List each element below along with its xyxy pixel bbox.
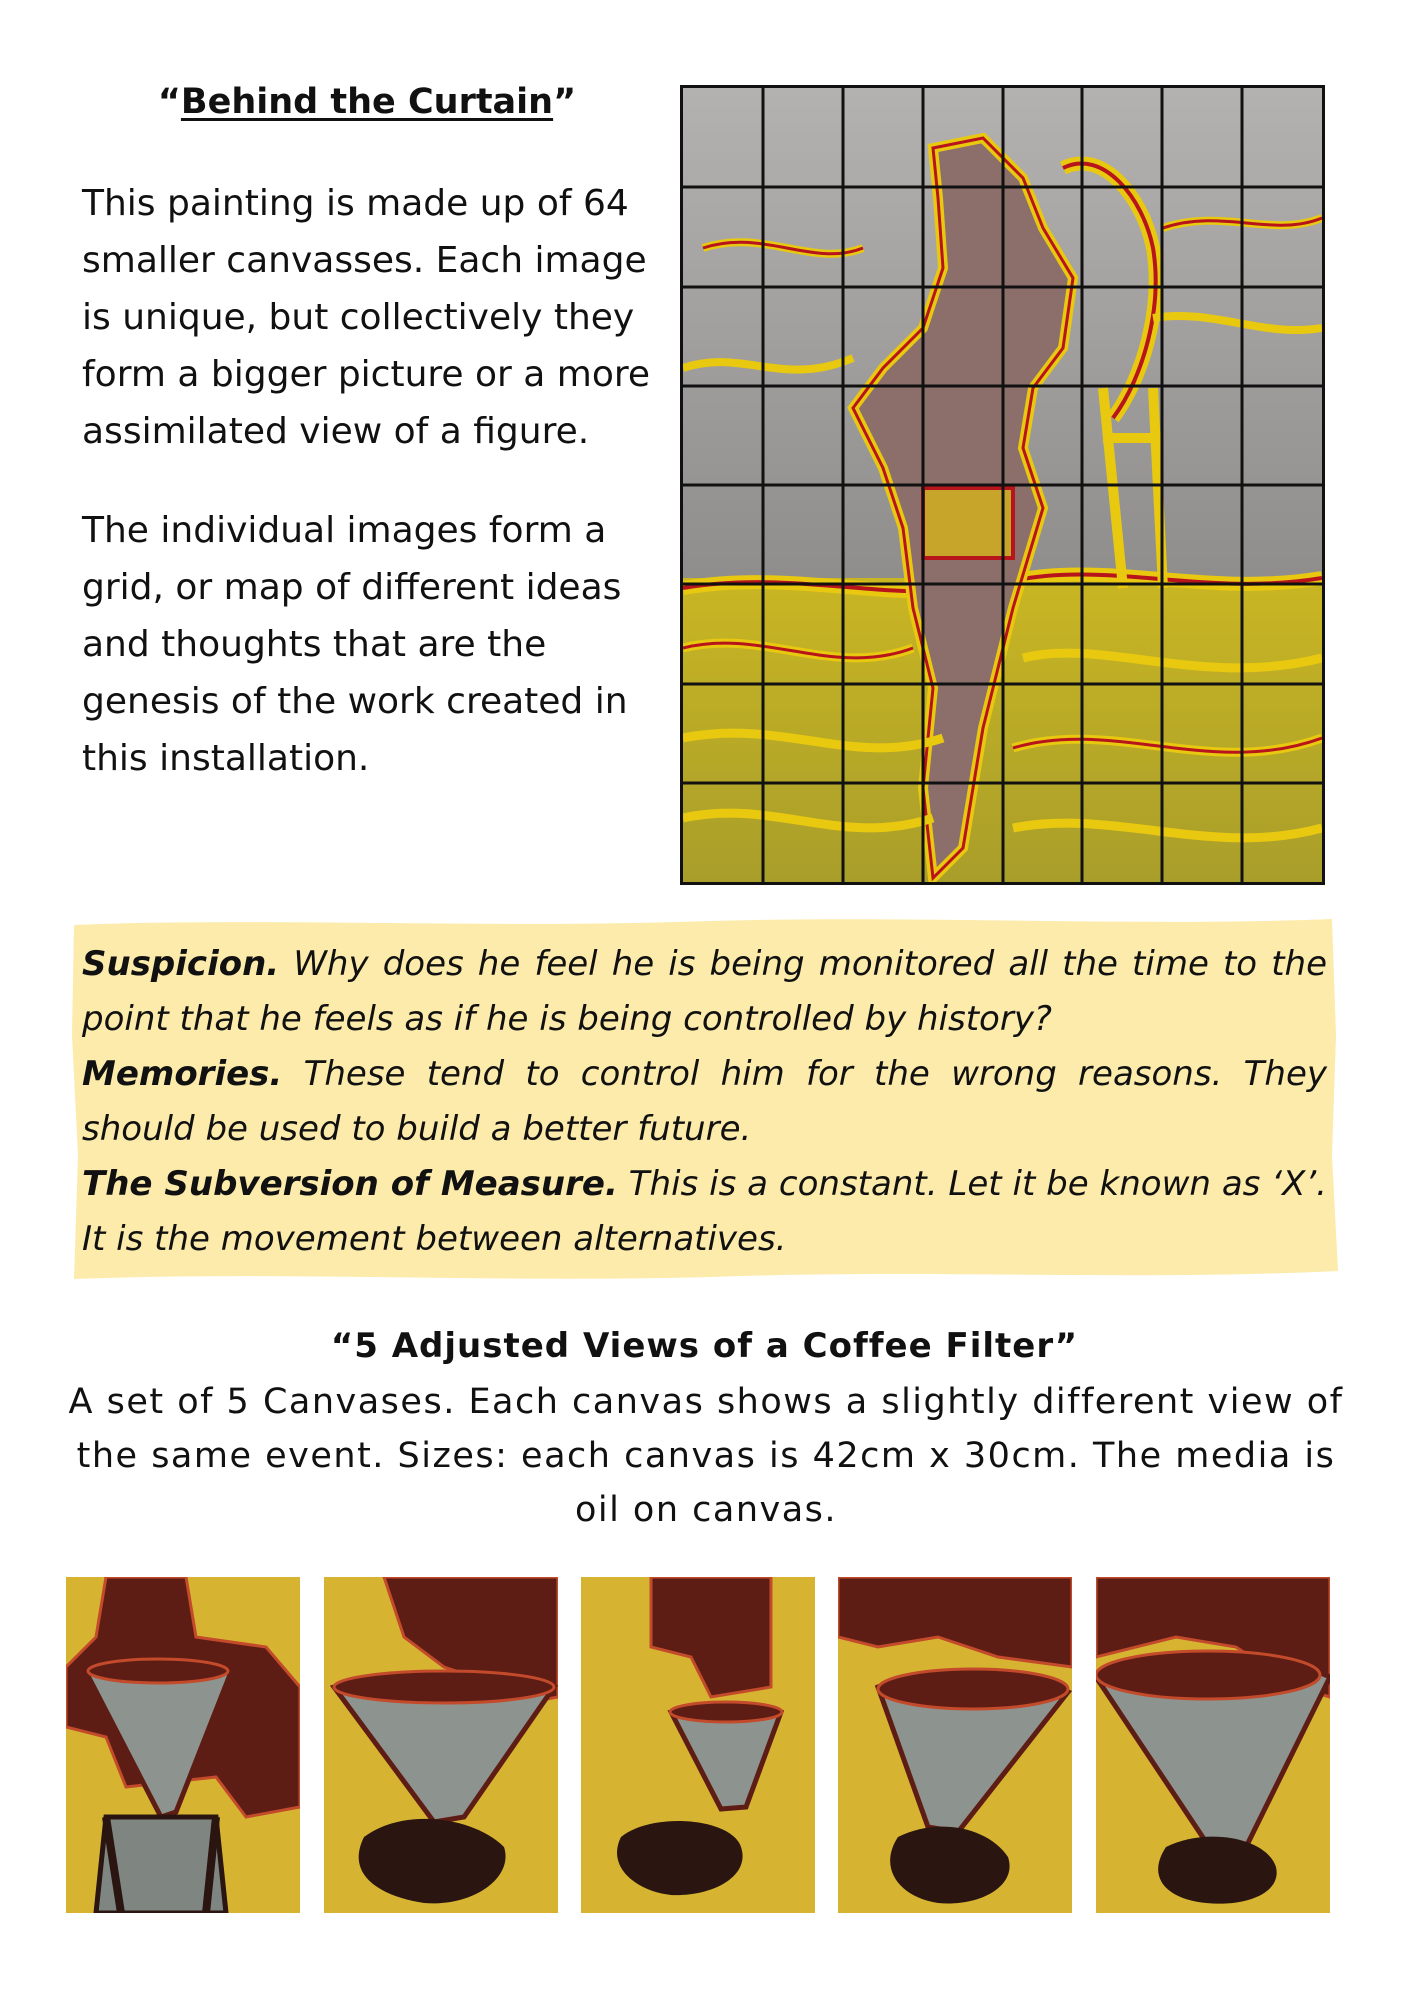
intro-text bbox=[82, 175, 662, 829]
intro-paragraph-2: The individual images form a grid, or map of different ideas and thoughts that are the genesis of the work created in this installation. bbox=[82, 510, 628, 779]
title-open-quote: “ bbox=[157, 82, 181, 122]
coffee-filter-canvas-3 bbox=[581, 1577, 815, 1913]
notes-text bbox=[82, 937, 1327, 1267]
note-term: The Subversion of Measure. bbox=[82, 1164, 618, 1204]
painting-title-text: Behind the Curtain bbox=[180, 82, 554, 122]
coffee-filter-canvas-5 bbox=[1096, 1577, 1330, 1913]
coffee-filter-description: A set of 5 Canvases. Each canvas shows a slightly different view of the same event. Sizes: each canvas is 42cm x 30cm. The media is oil on canvas. bbox=[68, 1382, 1344, 1530]
grid-painting-image bbox=[680, 85, 1325, 885]
intro-paragraph-1: This painting is made up of 64 smaller canvasses. Each image is unique, but collectively they form a bigger picture or a more assimilated view of a figure. bbox=[82, 183, 651, 452]
coffee-filter-canvases bbox=[66, 1577, 1344, 1913]
note-suspicion bbox=[82, 937, 1327, 1047]
coffee-filter-canvas-1 bbox=[66, 1577, 300, 1913]
note-body: These tend to control him for the wrong reasons. They should be used to build a better future. bbox=[82, 1054, 1327, 1149]
note-subversion bbox=[82, 1157, 1327, 1267]
grid-painting-svg bbox=[683, 88, 1322, 882]
note-memories bbox=[82, 1047, 1327, 1157]
note-body: This is a constant. Let it be known as ‘X’. It is the movement between alternatives. bbox=[82, 1164, 1327, 1259]
note-term: Memories. bbox=[82, 1054, 283, 1094]
title-close-quote: ” bbox=[553, 82, 577, 122]
note-term: Suspicion. bbox=[82, 944, 280, 984]
painting-title bbox=[82, 82, 652, 122]
coffee-filter-canvas-4 bbox=[838, 1577, 1072, 1913]
coffee-filter-canvas-2 bbox=[324, 1577, 558, 1913]
note-body: Why does he feel he is being monitored all the time to the point that he feels as if he is being controlled by history? bbox=[82, 944, 1327, 1039]
highlighted-notes bbox=[70, 915, 1340, 1283]
coffee-filter-title: “5 Adjusted Views of a Coffee Filter” bbox=[330, 1326, 1079, 1366]
